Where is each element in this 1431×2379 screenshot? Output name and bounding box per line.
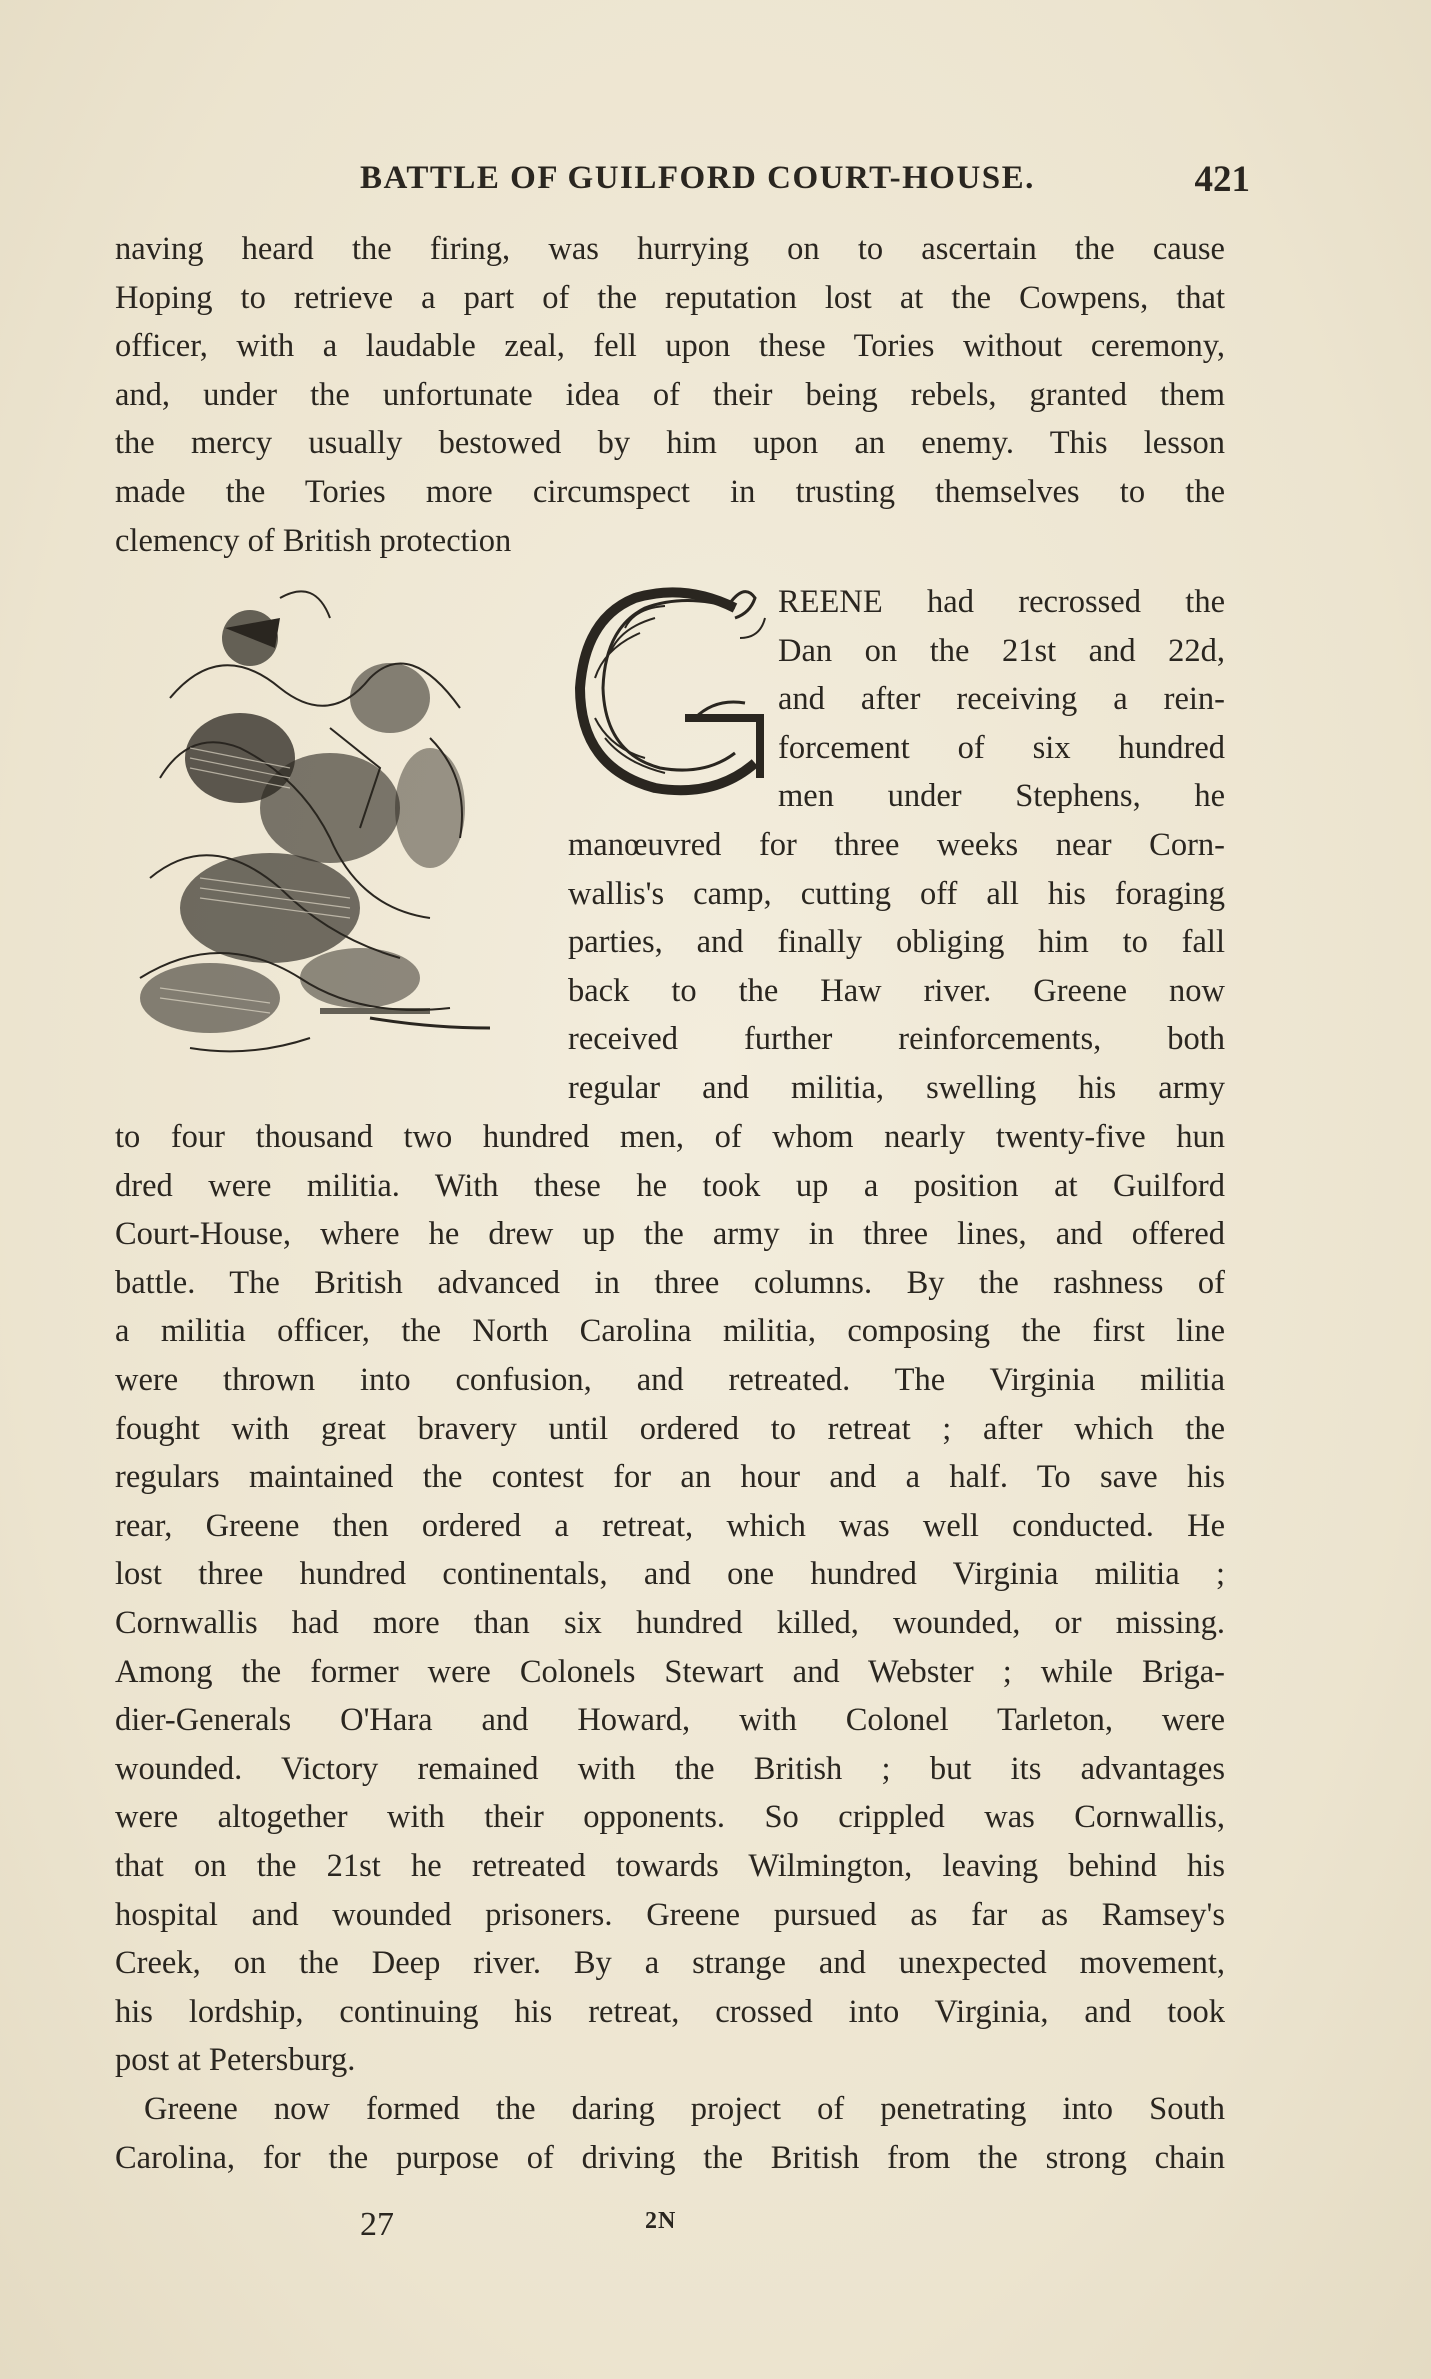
text-line: Among the former were Colonels Stewart and Webster ; while Briga- <box>115 1653 1225 1690</box>
text-line: naving heard the firing, was hurrying on to ascertain the cause <box>115 231 1225 267</box>
text-line: and, under the unfortunate idea of their being rebels, granted them <box>115 376 1225 413</box>
text-line: men under Stephens, he <box>778 778 1225 815</box>
text-line: wallis's camp, cutting off all his foraging <box>568 875 1225 912</box>
page-footer <box>115 2206 1225 2251</box>
text-line: were altogether with their opponents. So crippled was Cornwallis, <box>115 1799 1225 1836</box>
signature-mark: 27 <box>360 2206 394 2243</box>
text-line: Dan on the 21st and 22d, <box>778 632 1225 669</box>
text-line: and after receiving a rein- <box>778 681 1225 718</box>
text-line: that on the 21st he retreated towards Wilmington, leaving behind his <box>115 1847 1225 1884</box>
text-line: post at Petersburg. <box>115 2042 356 2079</box>
text-line: Hoping to retrieve a part of the reputation lost at the Cowpens, that <box>115 279 1225 316</box>
text-line: back to the Haw river. Greene now <box>568 972 1225 1009</box>
text-line: clemency of British protection <box>115 522 512 559</box>
dropcap-g <box>565 578 770 803</box>
text-line: a militia officer, the North Carolina militia, composing the first line <box>115 1313 1225 1350</box>
woodcut-illustration <box>130 578 560 1088</box>
text-line: REENE had recrossed the <box>778 584 1225 620</box>
page-number: 421 <box>1194 159 1250 200</box>
text-line: rear, Greene then ordered a retreat, which was well conducted. He <box>115 1507 1225 1544</box>
text-line: officer, with a laudable zeal, fell upon these Tories without ceremony, <box>115 328 1225 365</box>
text-line: were thrown into confusion, and retreated. The Virginia militia <box>115 1361 1225 1398</box>
sheet-mark: 2N <box>645 2208 677 2234</box>
text-line: wounded. Victory remained with the British ; but its advantages <box>115 1750 1225 1787</box>
text-line: manœuvred for three weeks near Corn- <box>568 827 1225 863</box>
text-line: Cornwallis had more than six hundred killed, wounded, or missing. <box>115 1604 1225 1641</box>
text-line: forcement of six hundred <box>778 729 1225 766</box>
text-line: Greene now formed the daring project of penetrating into South <box>144 2091 1225 2127</box>
running-title: BATTLE OF GUILFORD COURT-HOUSE. <box>360 160 1035 196</box>
text-line: Court-House, where he drew up the army in three lines, and offered <box>115 1216 1225 1253</box>
text-line: received further reinforcements, both <box>568 1021 1225 1058</box>
text-line: dier-Generals O'Hara and Howard, with Colonel Tarleton, were <box>115 1702 1225 1739</box>
text-line: lost three hundred continentals, and one hundred Virginia militia ; <box>115 1556 1225 1593</box>
text-line: regulars maintained the contest for an hour and a half. To save his <box>115 1459 1225 1496</box>
paragraph-main <box>115 1113 1225 2085</box>
text-line: dred were militia. With these he took up a position at Guilford <box>115 1167 1225 1204</box>
dropcap-paragraph <box>778 578 1225 821</box>
text-line: battle. The British advanced in three columns. By the rashness of <box>115 1264 1225 1301</box>
text-line: hospital and wounded prisoners. Greene pursued as far as Ramsey's <box>115 1896 1225 1933</box>
text-line: fought with great bravery until ordered to retreat ; after which the <box>115 1410 1225 1447</box>
page-header <box>115 160 1250 210</box>
paragraph-final <box>115 2085 1225 2182</box>
side-paragraph <box>568 821 1225 1113</box>
text-line: his lordship, continuing his retreat, crossed into Virginia, and took <box>115 1993 1225 2030</box>
text-line: to four thousand two hundred men, of whom nearly twenty-five hun <box>115 1119 1225 1155</box>
text-line: the mercy usually bestowed by him upon an enemy. This lesson <box>115 425 1225 462</box>
text-line: Creek, on the Deep river. By a strange and unexpected movement, <box>115 1945 1225 1982</box>
text-line: made the Tories more circumspect in trusting themselves to the <box>115 473 1225 510</box>
text-line: regular and militia, swelling his army <box>568 1069 1225 1106</box>
text-line: parties, and finally obliging him to fall <box>568 924 1225 961</box>
text-line: Carolina, for the purpose of driving the British from the strong chain <box>115 2139 1225 2176</box>
paragraph-top <box>115 225 1225 565</box>
